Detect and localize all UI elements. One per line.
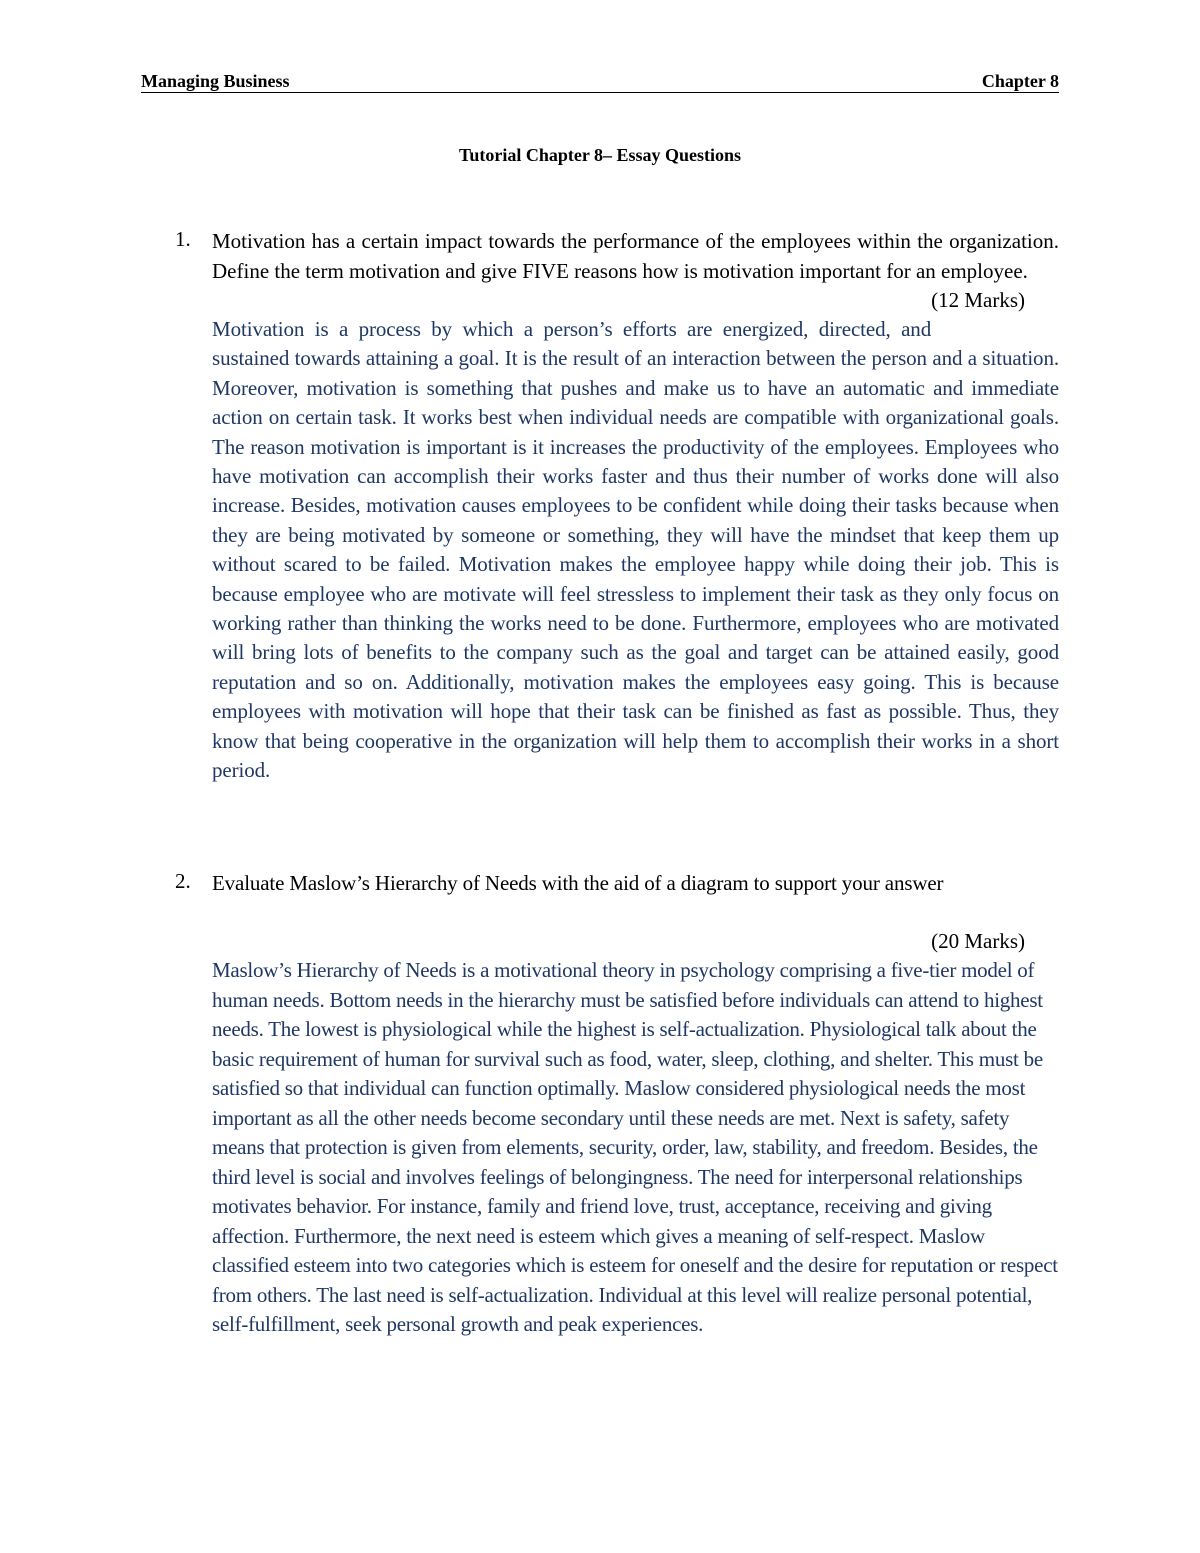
question-item-1: [175, 227, 1059, 786]
question-item-2: [175, 869, 1059, 1340]
question-number: 2.: [175, 869, 191, 893]
question-number: 1.: [175, 227, 191, 251]
page-title: Tutorial Chapter 8– Essay Questions: [458, 145, 742, 165]
question-body: [212, 227, 1059, 786]
question-marks: (20 Marks): [931, 929, 1025, 953]
question-prompt: Motivation has a certain impact towards the performance of the employees within the organization. Define the term motivation and give FIVE reasons how is motivation important for an employee.: [212, 229, 1059, 283]
question-text: [212, 227, 1059, 312]
header-chapter-label: Chapter 8: [981, 71, 1059, 91]
header-course-title: Managing Business: [141, 71, 290, 91]
question-body: [212, 869, 1059, 1340]
question-marks: (12 Marks): [931, 288, 1025, 312]
page-header: [141, 70, 1059, 93]
answer-text: Maslow’s Hierarchy of Needs is a motivational theory in psychology comprising a five-tier model of human needs. Bottom needs in the hierarchy must be satisfied before individuals can attend to highest needs. The lowest is physiological while the highest is self-actualization. Physiological talk about the basic requirement of human for survival such as food, water, sleep, clothing, and shelter. This must be satisfied so that individual can function optimally. Maslow considered physiological needs the most important as all the other needs become secondary until these needs are met. Next is safety, safety means that protection is given from elements, security, order, law, stability, and freedom. Besides, the third level is social and involves feelings of belongingness. The need for interpersonal relationships motivates behavior. For instance, family and friend love, trust, acceptance, receiving and giving affection. Furthermore, the next need is esteem which gives a meaning of self-respect. Maslow classified esteem into two categories which is esteem for oneself and the desire for reputation or respect from others. The last need is self-actualization. Individual at this level will realize personal potential, self-fulfillment, seek personal growth and peak experiences.: [212, 958, 1058, 1336]
question-prompt: Evaluate Maslow’s Hierarchy of Needs with the aid of a diagram to support your answer: [212, 871, 944, 895]
answer-text: Motivation is a process by which a person’s efforts are energized, directed, and sustained towards attaining a goal. It is the result of an interaction between the person and a situation. Moreover, motivation is something that pushes and make us to have an automatic and immediate action on certain task. It works best when individual needs are compatible with organizational goals. The reason motivation is important is it increases the productivity of the employees. Employees who have motivation can accomplish their works faster and thus their number of works done will also increase. Besides, motivation causes employees to be confident while doing their tasks because when they are being motivated by someone or something, they will have the mindset that keep them up without scared to be failed. Motivation makes the employee happy while doing their job. This is because employee who are motivate will feel stressless to implement their task as they only focus on working rather than thinking the works need to be done. Furthermore, employees who are motivated will bring lots of benefits to the company such as the goal and target can be attained easily, good reputation and so on. Additionally, motivation makes the employees easy going. This is because employees with motivation will hope that their task can be finished as fast as possible. Thus, they know that being cooperative in the organization will help them to accomplish their works in a short period.: [212, 317, 1059, 783]
